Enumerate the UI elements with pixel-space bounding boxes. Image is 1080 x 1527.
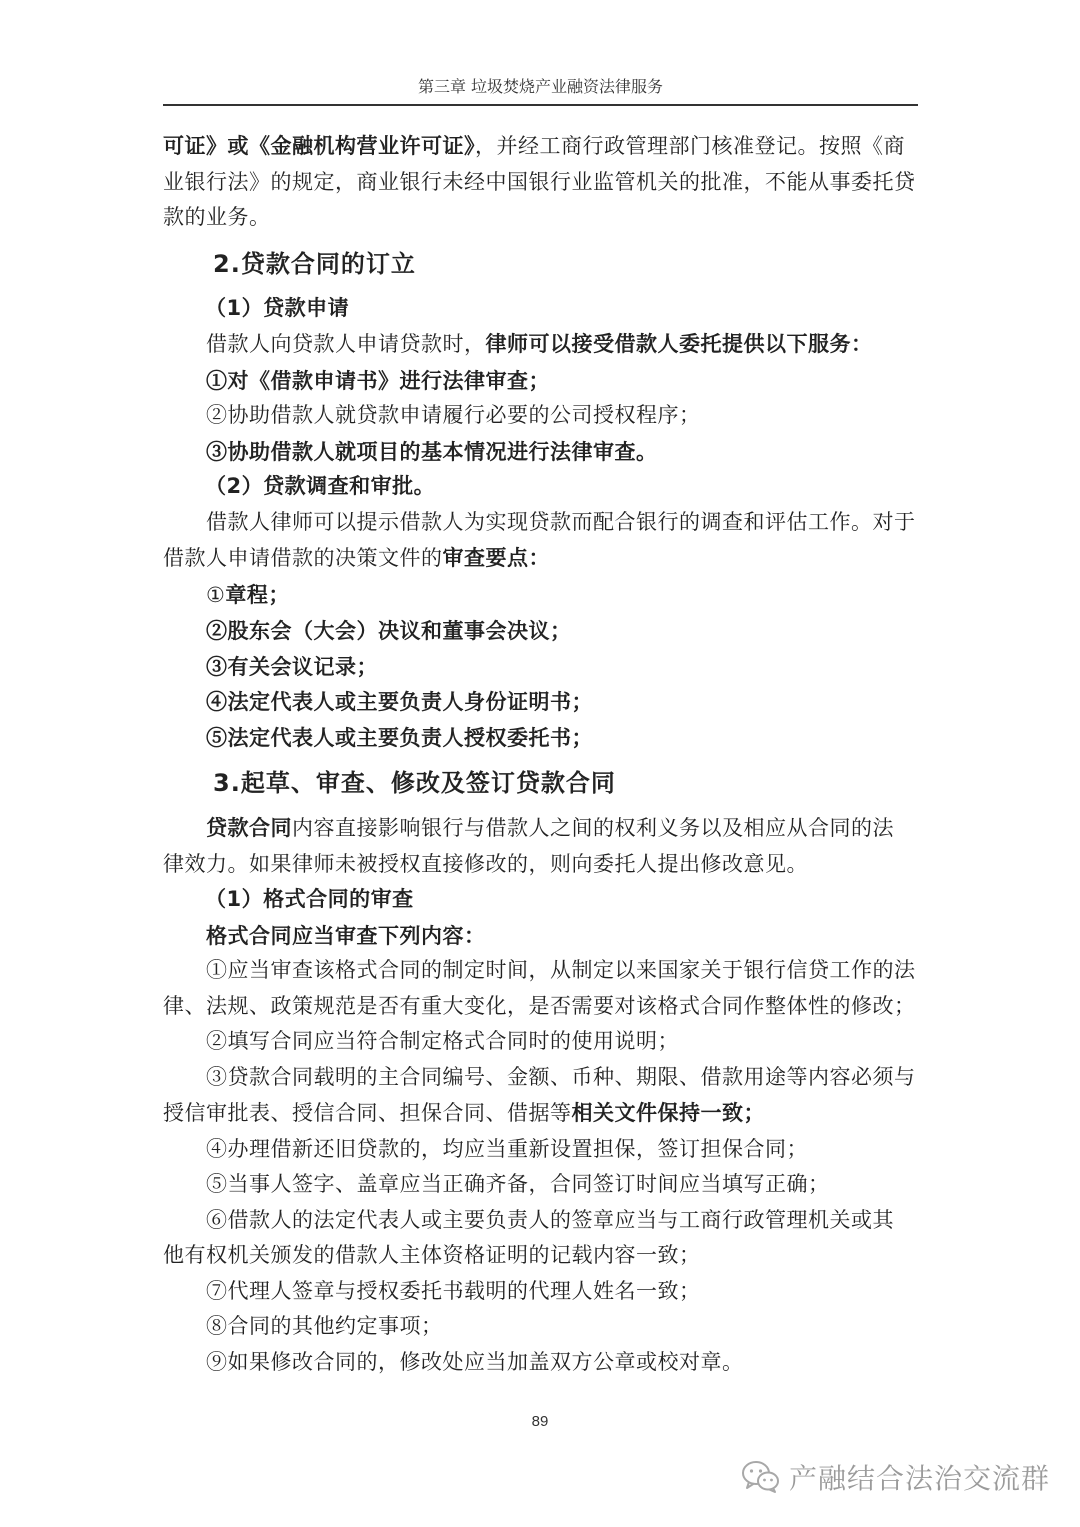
paragraph-line bbox=[163, 128, 918, 165]
text: 内容直接影响银行与借款人之间的权利义务以及相应从合同的法 bbox=[292, 816, 894, 840]
bold-text: 审查要点： bbox=[442, 545, 550, 570]
page-header bbox=[163, 74, 918, 106]
bold-text: 律师可以接受借款人委托提供以下服务： bbox=[485, 331, 873, 356]
paragraph-line: 格式合同应当审查下列内容： bbox=[206, 922, 486, 948]
list-item bbox=[163, 577, 918, 614]
text: 借款人申请借款的决策文件的 bbox=[163, 546, 443, 570]
text: 借款人向贷款人申请贷款时， bbox=[206, 332, 486, 356]
list-item: ①应当审查该格式合同的制定时间，从制定以来国家关于银行信贷工作的法 bbox=[206, 958, 916, 982]
paragraph-line: 律效力。如果律师未被授权直接修改的，则向委托人提出修改意见。 bbox=[163, 851, 808, 876]
text: ，并经工商行政管理部门核准登记。按照《商 bbox=[475, 134, 905, 158]
bold-text: 章程； bbox=[225, 581, 290, 607]
paragraph-line: 业银行法》的规定，商业银行未经中国银行业监管机关的批准，不能从事委托贷 bbox=[163, 169, 916, 194]
list-item: ③贷款合同载明的主合同编号、金额、币种、期限、借款用途等内容必须与 bbox=[206, 1064, 916, 1089]
list-item: ⑧合同的其他约定事项； bbox=[206, 1314, 443, 1338]
list-item: ⑤当事人签字、盖章应当正确齐备，合同签订时间应当填写正确； bbox=[206, 1172, 830, 1196]
text: ① bbox=[206, 582, 226, 607]
subsection-heading-3: （1）格式合同的审查 bbox=[205, 887, 414, 911]
list-item: ④办理借新还旧贷款的，均应当重新设置担保，签订担保合同； bbox=[206, 1136, 808, 1161]
list-item: ②填写合同应当符合制定格式合同时的使用说明； bbox=[206, 1029, 679, 1053]
list-item: ⑥借款人的法定代表人或主要负责人的签章应当与工商行政管理机关或其 bbox=[206, 1207, 894, 1232]
subsection-heading-2: （2）贷款调查和审批。 bbox=[205, 474, 436, 498]
section-heading-2: 2.贷款合同的订立 bbox=[213, 249, 416, 278]
list-item: ②股东会（大会）决议和董事会决议； bbox=[206, 618, 572, 643]
paragraph-line bbox=[163, 1095, 918, 1132]
section-heading-3: 3.起草、审查、修改及签订贷款合同 bbox=[213, 769, 616, 797]
text: 授信审批表、授信合同、担保合同、借据等 bbox=[163, 1101, 572, 1125]
list-item: ③协助借款人就项目的基本情况进行法律审查。 bbox=[206, 438, 658, 464]
paragraph-line: 款的业务。 bbox=[163, 205, 271, 229]
watermark bbox=[741, 1452, 1050, 1502]
list-item: ⑨如果修改合同的，修改处应当加盖双方公章或校对章。 bbox=[206, 1349, 744, 1374]
page-number: 89 bbox=[531, 1413, 549, 1430]
bold-text: 可证》或《金融机构营业许可证》 bbox=[163, 133, 475, 158]
list-item: ④法定代表人或主要负责人身份证明书； bbox=[206, 689, 593, 714]
page-body bbox=[163, 128, 918, 1380]
list-item: ⑦代理人签章与授权委托书载明的代理人姓名一致； bbox=[206, 1278, 701, 1303]
bold-text: 贷款合同 bbox=[206, 815, 292, 840]
paragraph-line: 借款人律师可以提示借款人为实现贷款而配合银行的调查和评估工作。对于 bbox=[206, 509, 916, 534]
paragraph-line bbox=[163, 540, 918, 577]
list-item: ③有关会议记录； bbox=[206, 653, 378, 679]
list-item: ①对《借款申请书》进行法律审查； bbox=[206, 367, 550, 393]
wechat-icon bbox=[741, 1460, 781, 1494]
paragraph-line bbox=[163, 810, 918, 847]
watermark-text: 产融结合法治交流群 bbox=[788, 1462, 1050, 1495]
list-item: ②协助借款人就贷款申请履行必要的公司授权程序； bbox=[206, 403, 701, 427]
subsection-heading-1: （1）贷款申请 bbox=[205, 295, 350, 320]
bold-text: 相关文件保持一致； bbox=[571, 1100, 765, 1125]
header-title: 第三章 垃圾焚烧产业融资法律服务 bbox=[417, 77, 664, 96]
list-item: ⑤法定代表人或主要负责人授权委托书； bbox=[206, 724, 593, 750]
paragraph-line: 律、法规、政策规范是否有重大变化，是否需要对该格式合同作整体性的修改； bbox=[163, 993, 916, 1018]
paragraph-line bbox=[163, 326, 918, 363]
paragraph-line: 他有权机关颁发的借款人主体资格证明的记载内容一致； bbox=[163, 1243, 701, 1267]
